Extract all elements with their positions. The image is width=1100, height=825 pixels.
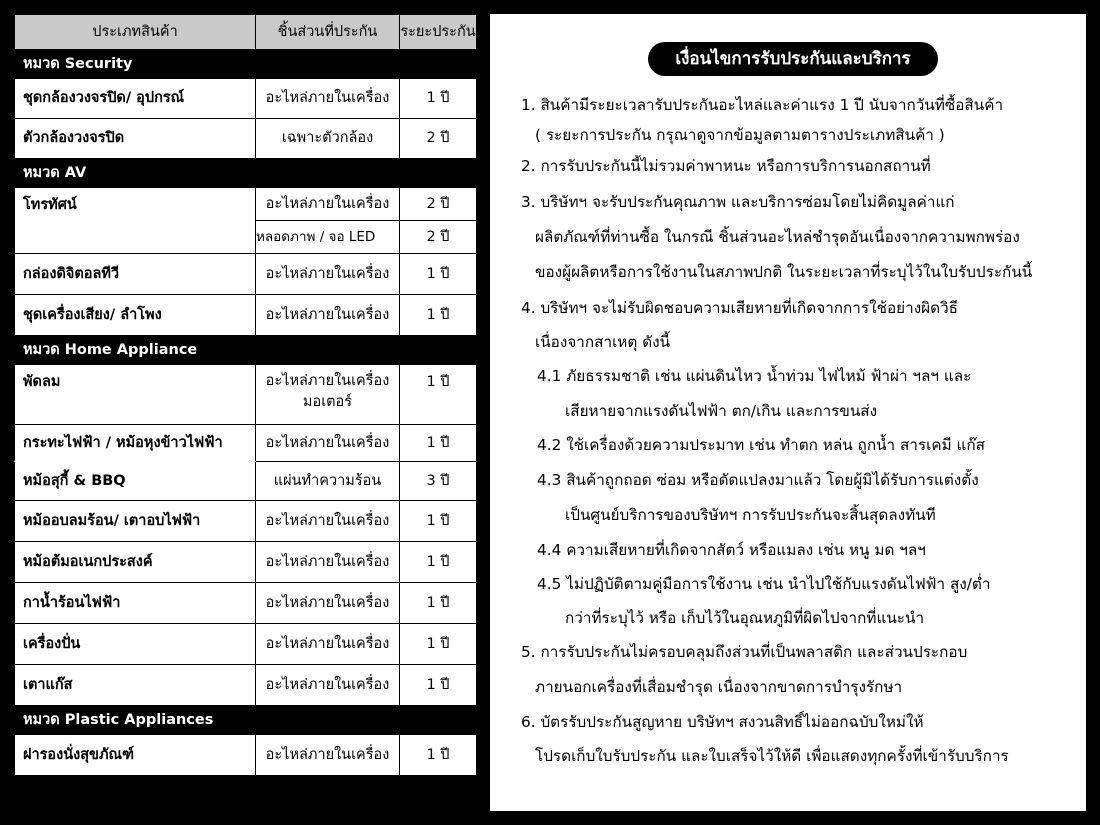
condition-line: 1. สินค้ามีระยะเวลารับประกันอะไหล่และค่าแรง 1 ปี นับจากวันที่ซื้อสินค้า xyxy=(521,96,1004,114)
period-cell: 2 ปี xyxy=(400,221,477,254)
category-label: หมวด Home Appliance xyxy=(15,336,477,365)
period-cell: 1 ปี xyxy=(400,624,477,665)
condition-line: เนื่องจากสาเหตุ ดังนี้ xyxy=(535,333,671,351)
part-cell xyxy=(256,365,400,425)
condition-line: ของผู้ผลิตหรือการใช้งานในสภาพปกติ ในระยะเวลาที่ระบุไว้ในใบรับประกันนี้ xyxy=(535,263,1033,281)
product-blender: เครื่องปั่น xyxy=(15,624,256,665)
table-row xyxy=(15,583,477,624)
period-cell: 1 ปี xyxy=(400,425,477,462)
period-cell: 1 ปี xyxy=(400,295,477,336)
condition-line: 4.2 ใช้เครื่องด้วยความประมาท เช่น ทำตก หล่น ถูกน้ำ สารเคมี แก๊ส xyxy=(537,436,985,454)
table-row xyxy=(15,624,477,665)
part-cell: อะไหล่ภายในเครื่อง xyxy=(256,295,400,336)
condition-line: 6. บัตรรับประกันสูญหาย บริษัทฯ สงวนสิทธิ์ไม่ออกฉบับใหม่ให้ xyxy=(521,713,924,731)
condition-line: 5. การรับประกันไม่ครอบคลุมถึงส่วนที่เป็นพลาสติก และส่วนประกอบ xyxy=(521,643,968,661)
period-cell: 1 ปี xyxy=(400,365,477,425)
period-cell: 1 ปี xyxy=(400,583,477,624)
product-kettle: กาน้ำร้อนไฟฟ้า xyxy=(15,583,256,624)
table-row xyxy=(15,295,477,336)
product-cctv-camera: ตัวกล้องวงจรปิด xyxy=(15,119,256,159)
period-cell: 1 ปี xyxy=(400,665,477,706)
period-cell: 3 ปี xyxy=(400,462,477,501)
period-cell: 1 ปี xyxy=(400,79,477,119)
product-digital-box: กล่องดิจิตอลทีวี xyxy=(15,254,256,295)
condition-line: โปรดเก็บใบรับประกัน และใบเสร็จไว้ให้ดี เพื่อแสดงทุกครั้งที่เข้ารับบริการ xyxy=(535,747,1009,765)
category-label: หมวด AV xyxy=(15,159,477,188)
part-cell: อะไหล่ภายในเครื่อง xyxy=(256,583,400,624)
part-cell: อะไหล่ภายในเครื่อง xyxy=(256,501,400,542)
condition-line: 4.4 ความเสียหายที่เกิดจากสัตว์ หรือแมลง เช่น หนู มด ฯลฯ xyxy=(537,541,926,559)
part-cell: อะไหล่ภายในเครื่อง xyxy=(256,425,400,462)
product-fan: พัดลม xyxy=(15,365,256,425)
condition-line: 4.1 ภัยธรรมชาติ เช่น แผ่นดินไหว น้ำท่วม ไฟไหม้ ฟ้าผ่า ฯลฯ และ xyxy=(537,367,972,385)
part-cell: อะไหล่ภายในเครื่อง xyxy=(256,188,400,221)
header-product-type: ประเภทสินค้า xyxy=(15,15,256,50)
table-row xyxy=(15,542,477,583)
period-cell: 1 ปี xyxy=(400,735,477,776)
table-header-row xyxy=(15,15,477,50)
table-row xyxy=(15,365,477,425)
part-line: มอเตอร์ xyxy=(302,394,353,411)
condition-line: เสียหายจากแรงดันไฟฟ้า ตก/เกิน และการขนส่ง xyxy=(565,402,878,420)
product-audio: ชุดเครื่องเสียง/ ลำโพง xyxy=(15,295,256,336)
table-row xyxy=(15,119,477,159)
condition-line: เป็นศูนย์บริการของบริษัทฯ การรับประกันจะสิ้นสุดลงทันที xyxy=(565,506,936,524)
table-row xyxy=(15,501,477,542)
condition-line: ภายนอกเครื่องที่เสื่อมชำรุด เนื่องจากขาดการบำรุงรักษา xyxy=(535,678,903,696)
period-cell: 2 ปี xyxy=(400,119,477,159)
part-cell: อะไหล่ภายในเครื่อง xyxy=(256,624,400,665)
part-cell: อะไหล่ภายในเครื่อง xyxy=(256,735,400,776)
part-cell: หลอดภาพ / จอ LED xyxy=(256,221,400,254)
product-cctv-set: ชุดกล้องวงจรปิด/ อุปกรณ์ xyxy=(15,79,256,119)
category-row-av xyxy=(15,159,477,188)
product-multi-pot: หม้อต้มอเนกประสงค์ xyxy=(15,542,256,583)
category-row-plastic-appliances xyxy=(15,706,477,735)
product-suki-bbq: หม้อสุกี้ & BBQ xyxy=(15,462,256,501)
condition-line: 3. บริษัทฯ จะรับประกันคุณภาพ และบริการซ่อมโดยไม่คิดมูลค่าแก่ xyxy=(521,193,955,211)
period-cell: 1 ปี xyxy=(400,501,477,542)
conditions-panel xyxy=(490,14,1086,811)
product-tv: โทรทัศน์ xyxy=(15,188,256,254)
part-line: อะไหล่ภายในเครื่อง xyxy=(265,373,390,389)
condition-line: 4.3 สินค้าถูกถอด ซ่อม หรือดัดแปลงมาแล้ว โดยผู้มิได้รับการแต่งตั้ง xyxy=(537,471,979,489)
condition-line: ผลิตภัณฑ์ที่ท่านซื้อ ในกรณี ชิ้นส่วนอะไหล่ชำรุดอันเนื่องจากความพกพร่อง xyxy=(535,228,1020,246)
warranty-table xyxy=(14,14,477,776)
table-row xyxy=(15,425,477,462)
product-pan: กระทะไฟฟ้า / หม้อหุงข้าวไฟฟ้า xyxy=(15,425,256,462)
category-row-security xyxy=(15,50,477,79)
category-label: หมวด Security xyxy=(15,50,477,79)
part-cell: อะไหล่ภายในเครื่อง xyxy=(256,665,400,706)
condition-line: 4.5 ไม่ปฏิบัติตามคู่มือการใช้งาน เช่น นำไปใช้กับแรงดันไฟฟ้า สูง/ต่ำ xyxy=(537,575,991,593)
table-row xyxy=(15,188,477,221)
conditions-title: เงื่อนไขการรับประกันและบริการ xyxy=(648,42,938,76)
period-cell: 2 ปี xyxy=(400,188,477,221)
period-cell: 1 ปี xyxy=(400,254,477,295)
header-warranty-period: ระยะประกัน xyxy=(400,15,477,50)
category-label: หมวด Plastic Appliances xyxy=(15,706,477,735)
table-row xyxy=(15,254,477,295)
product-gas-stove: เตาแก๊ส xyxy=(15,665,256,706)
table-row xyxy=(15,665,477,706)
part-cell: แผ่นทำความร้อน xyxy=(256,462,400,501)
table-row xyxy=(15,462,477,501)
part-cell: อะไหล่ภายในเครื่อง xyxy=(256,79,400,119)
category-row-home-appliance xyxy=(15,336,477,365)
condition-line: 2. การรับประกันนี้ไม่รวมค่าพาหนะ หรือการบริการนอกสถานที่ xyxy=(521,157,931,175)
product-toilet-seat: ฝารองนั่งสุขภัณฑ์ xyxy=(15,735,256,776)
product-oven: หม้ออบลมร้อน/ เตาอบไฟฟ้า xyxy=(15,501,256,542)
part-cell: อะไหล่ภายในเครื่อง xyxy=(256,254,400,295)
condition-line: ( ระยะการประกัน กรุณาดูจากข้อมูลตามตารางประเภทสินค้า ) xyxy=(535,126,945,144)
condition-line: กว่าที่ระบุไว้ หรือ เก็บไว้ในอุณหภูมิที่ผิดไปจากที่แนะนำ xyxy=(565,609,925,627)
table-row xyxy=(15,735,477,776)
period-cell: 1 ปี xyxy=(400,542,477,583)
part-cell: อะไหล่ภายในเครื่อง xyxy=(256,542,400,583)
table-row xyxy=(15,79,477,119)
condition-line: 4. บริษัทฯ จะไม่รับผิดชอบความเสียหายที่เกิดจากการใช้อย่างผิดวิธี xyxy=(521,299,958,317)
part-cell: เฉพาะตัวกล้อง xyxy=(256,119,400,159)
header-covered-parts: ชิ้นส่วนที่ประกัน xyxy=(256,15,400,50)
